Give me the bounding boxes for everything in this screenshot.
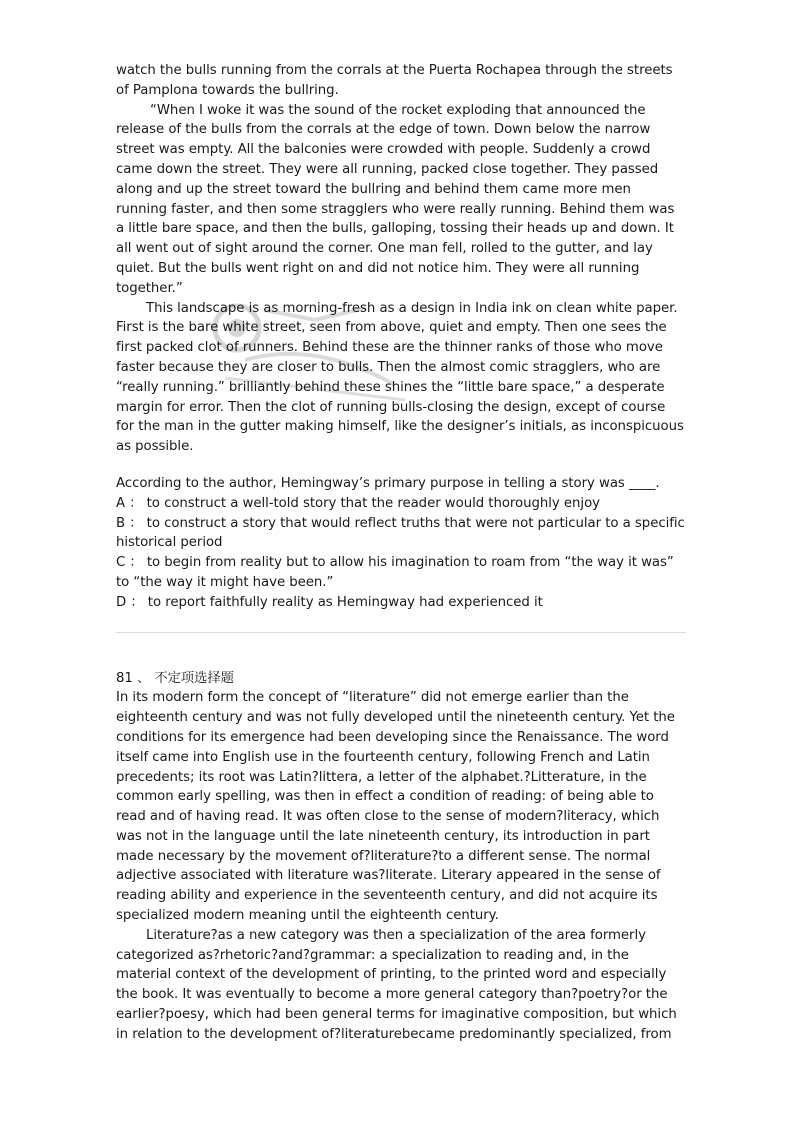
section-divider (116, 632, 686, 633)
passage-paragraph: This landscape is as morning-fresh as a design in India ink on clean white paper. First is the bare white street, seen from above, quiet and empty. Then one sees the first packed clot of runners. Behind these are the thinner ranks of those who move faster because they are closer to bulls. Then the almost comic stragglers, who are “really running.” brilliantly behind these shines the “little bare space,” a desperate margin for error. Then the clot of running bulls-closing the design, except of course for the man in the gutter making himself, like the designer’s initials, as inconspicuous as possible. (116, 300, 684, 455)
passage-quote-paragraph: “When I woke it was the sound of the rocket exploding that announced the release of the bulls from the corrals at the edge of town. Down below the narrow street was empty. All the balconies were crowded with people. Suddenly a crowd came down the street. They were all running, packed close together. They passed along and up the street toward the bullring and behind them came more men running faster, and then some stragglers who were really running. Behind them was a little bare space, and then the bulls, galloping, tossing their heads up and down. It all went out of sight around the corner. One man fell, rolled to the gutter, and lay quiet. But the bulls went right on and did not notice him. They were all running together.” (116, 102, 675, 296)
passage-paragraph: In its modern form the concept of “literature” did not emerge earlier than the eighteenth century and was not fully developed until the nineteenth century. Yet the conditions for its emergence had been developing since the Renaissance. The word itself came into English use in the fourteenth century, following French and Latin precedents; its root was Latin?littera, a letter of the alphabet.?Litterature, in the common early spelling, was then in effect a condition of reading: of being able to read and of having read. It was often close to the sense of modern?literacy, which was not in the language until the late nineteenth century, its introduction in part made necessary by the movement of?literature?to a different sense. The normal adjective associated with literature was?literate. Literary appeared in the sense of reading ability and experience in the seventeenth century, and did not acquire its specialized modern meaning until the eighteenth century. (116, 690, 675, 924)
passage-paragraph: watch the bulls running from the corrals at the Puerta Rochapea through the streets of Pamplona towards the bullring. (116, 63, 673, 98)
option-c: C ： to begin from reality but to allow his imagination to roam from “the way it was” to “the way it might have been.” (116, 555, 674, 590)
spacer (116, 457, 686, 474)
option-b: B ： to construct a story that would reflect truths that were not particular to a specific historical period (116, 515, 685, 551)
document-page (116, 61, 686, 1045)
passage-paragraph: Literature?as a new category was then a specialization of the area formerly categorized as?rhetoric?and?grammar: a specialization to reading and, in the material context of the development of printing, to the printed word and especially the book. It was eventually to become a more general category than?poetry?or the earlier?poesy, which had been general terms for imaginative composition, but which in relation to the development of?literaturebecame predominantly specialized, from (116, 927, 677, 1042)
question-stem: According to the author, Hemingway’s primary purpose in telling a story was ____. (116, 475, 660, 491)
question-number-header: 81 、 不定项选择题 (116, 670, 234, 686)
option-a: A ： to construct a well-told story that the reader would thoroughly enjoy (116, 495, 600, 511)
option-d: D ： to report faithfully reality as Hemingway had experienced it (116, 594, 543, 610)
